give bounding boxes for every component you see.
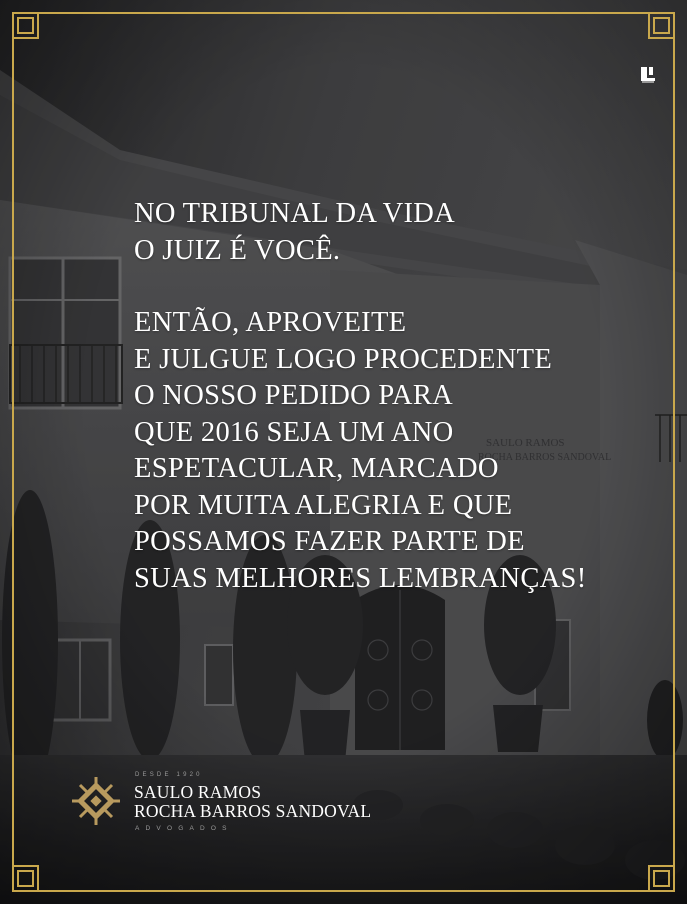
headline-line: SUAS MELHORES LEMBRANÇAS! [134,562,587,594]
publisher-mark-icon [639,64,657,84]
paragraph-gap [134,269,586,305]
headline-line: E JULGUE LOGO PROCEDENTE [134,343,553,375]
logo-tagline: ADVOGADOS [135,825,233,832]
headline-line: NO TRIBUNAL DA VIDA [134,198,456,229]
headline-line: O NOSSO PEDIDO PARA [134,380,454,411]
headline-line: QUE 2016 SEJA UM ANO [134,416,454,448]
headline-line: O JUIZ É VOCÊ. [134,234,341,266]
logo-since-text: DESDE 1920 [135,772,203,778]
headline-line: ESPETACULAR, MARCADO [134,453,499,484]
headline-message [134,196,586,597]
headline-line: ENTÃO, APROVEITE [134,307,407,338]
logo-name-line1: SAULO RAMOS [134,782,262,802]
firm-emblem-icon [66,771,126,831]
headline-line: POSSAMOS FAZER PARTE DE [134,526,525,557]
headline-line: POR MUITA ALEGRIA E QUE [134,489,513,521]
logo-name-line2: ROCHA BARROS SANDOVAL [134,801,372,821]
